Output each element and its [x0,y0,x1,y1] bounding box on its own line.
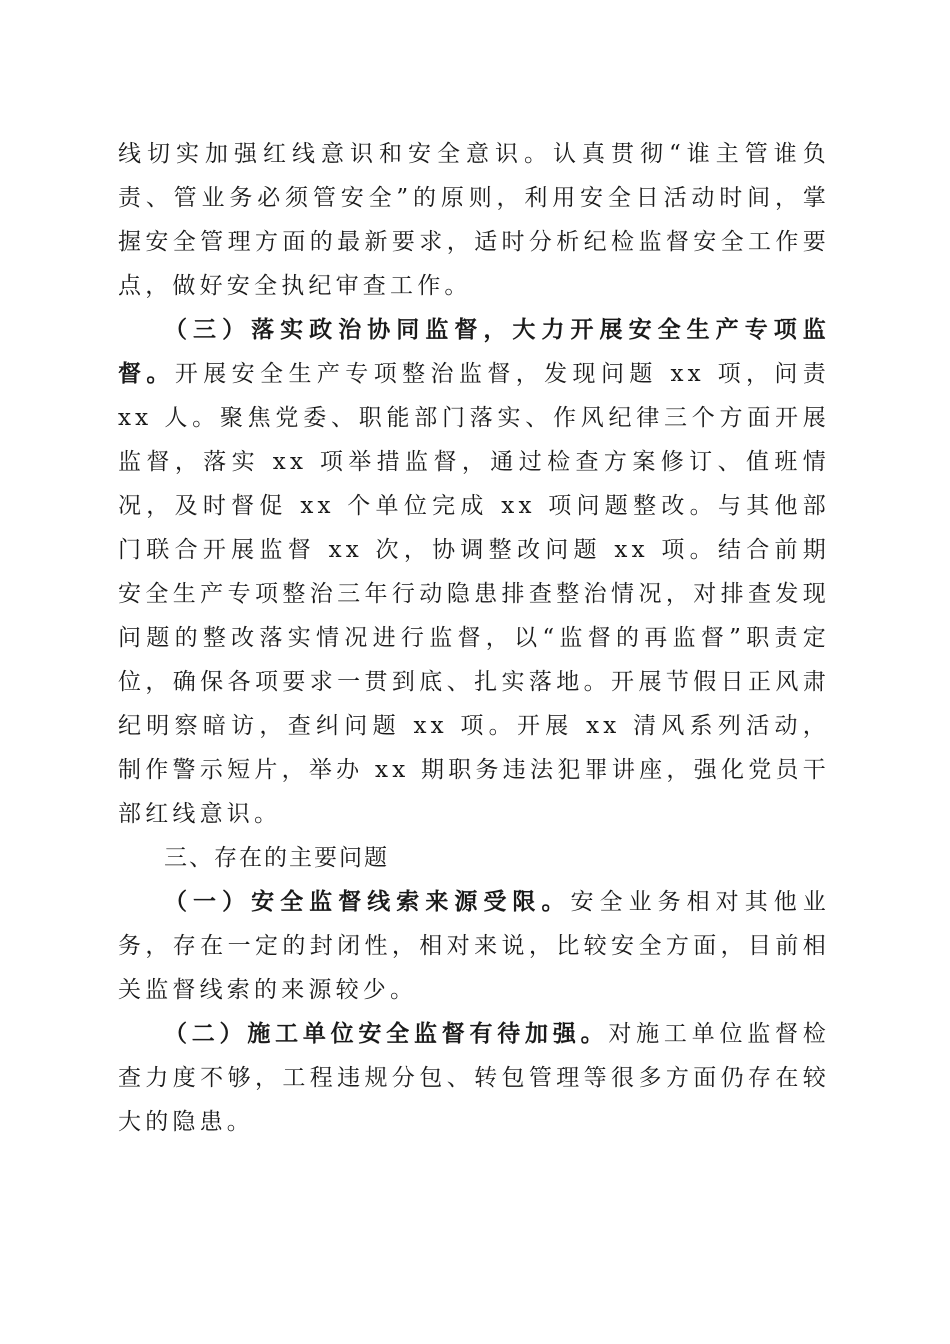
paragraph-body: 开展安全生产专项整治监督，发现问题 xx 项，问责 xx 人。聚焦党委、职能部门落实、作风纪律三个方面开展监督，落实 xx 项举措监督，通过检查方案修订、值班情况，及时督促 xx 个单位完成 xx 项问题整改。与其他部门联合开展监督 xx 次，协调整改问题 xx 项。结合前期安全生产专项整治三年行动隐患排查整治情况，对排查发现问题的整改落实情况进行监督，以“监督的再监督”职责定位，确保各项要求一贯到底、扎实落地。开展节假日正风肃纪明察暗访，查纠问题 xx 项。开展 xx 清风系列活动，制作警示短片，举办 xx 期职务违法犯罪讲座，强化党员干部红线意识。 [118,361,830,827]
paragraph-lead: （三）落实政治协同监督，大力开展安全生产专项监督。 [118,316,830,387]
section-heading: 三、存在的主要问题 [164,845,389,871]
issue-paragraph-1 [118,880,830,1012]
issue-lead: （二）施工单位安全监督有待加强。 [164,1020,609,1047]
issue-body: 安全业务相对其他业务，存在一定的封闭性，相对来说，比较安全方面，目前相关监督线索的来源较少。 [118,889,830,1003]
paragraph-continuation [118,132,830,308]
issue-lead: （一）安全监督线索来源受限。 [164,888,571,915]
document-page [118,132,830,1144]
issue-body: 对施工单位监督检查力度不够，工程违规分包、转包管理等很多方面仍存在较大的隐患。 [118,1021,830,1135]
paragraph-supervision [118,308,830,836]
paragraph-body: 线切实加强红线意识和安全意识。认真贯彻“谁主管谁负责、管业务必须管安全”的原则，利用安全日活动时间，掌握安全管理方面的最新要求，适时分析纪检监督安全工作要点，做好安全执纪审查工作。 [118,141,830,299]
issue-paragraph-2 [118,1012,830,1144]
